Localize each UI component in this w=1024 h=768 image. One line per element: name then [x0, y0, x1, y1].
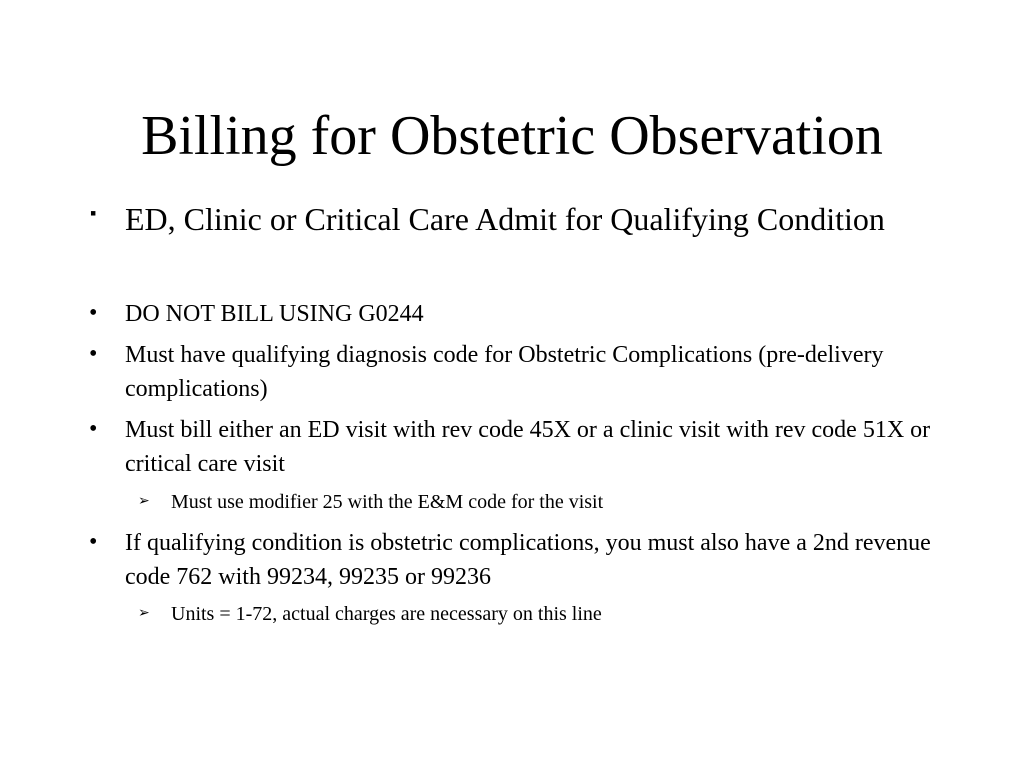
arrow-bullet-icon: ➢: [138, 494, 150, 509]
bullet-text: Must bill either an ED visit with rev code 45X or a clinic visit with rev code 51X or critical care visit: [125, 417, 931, 477]
sub-bullet-text: Must use modifier 25 with the E&M code for the visit: [171, 491, 604, 513]
sub-bullet-text: Units = 1-72, actual charges are necessary on this line: [171, 603, 602, 625]
round-bullet-icon: •: [89, 341, 98, 367]
bullet-text: If qualifying condition is obstetric complications, you must also have a 2nd revenue code 762 with 99234, 99235 or 99236: [125, 530, 931, 590]
round-bullet-icon: •: [89, 529, 98, 555]
bullet-text: DO NOT BILL USING G0244: [125, 301, 424, 327]
bullet-text: ED, Clinic or Critical Care Admit for Qualifying Condition: [125, 201, 885, 237]
round-bullet-icon: •: [89, 416, 98, 442]
arrow-bullet-icon: ➢: [138, 606, 150, 621]
square-bullet-icon: ▪: [90, 203, 97, 223]
round-bullet-icon: •: [89, 300, 98, 326]
slide-title: Billing for Obstetric Observation: [141, 105, 883, 167]
bullet-text: Must have qualifying diagnosis code for Obstetric Complications (pre-delivery complications): [125, 342, 884, 402]
